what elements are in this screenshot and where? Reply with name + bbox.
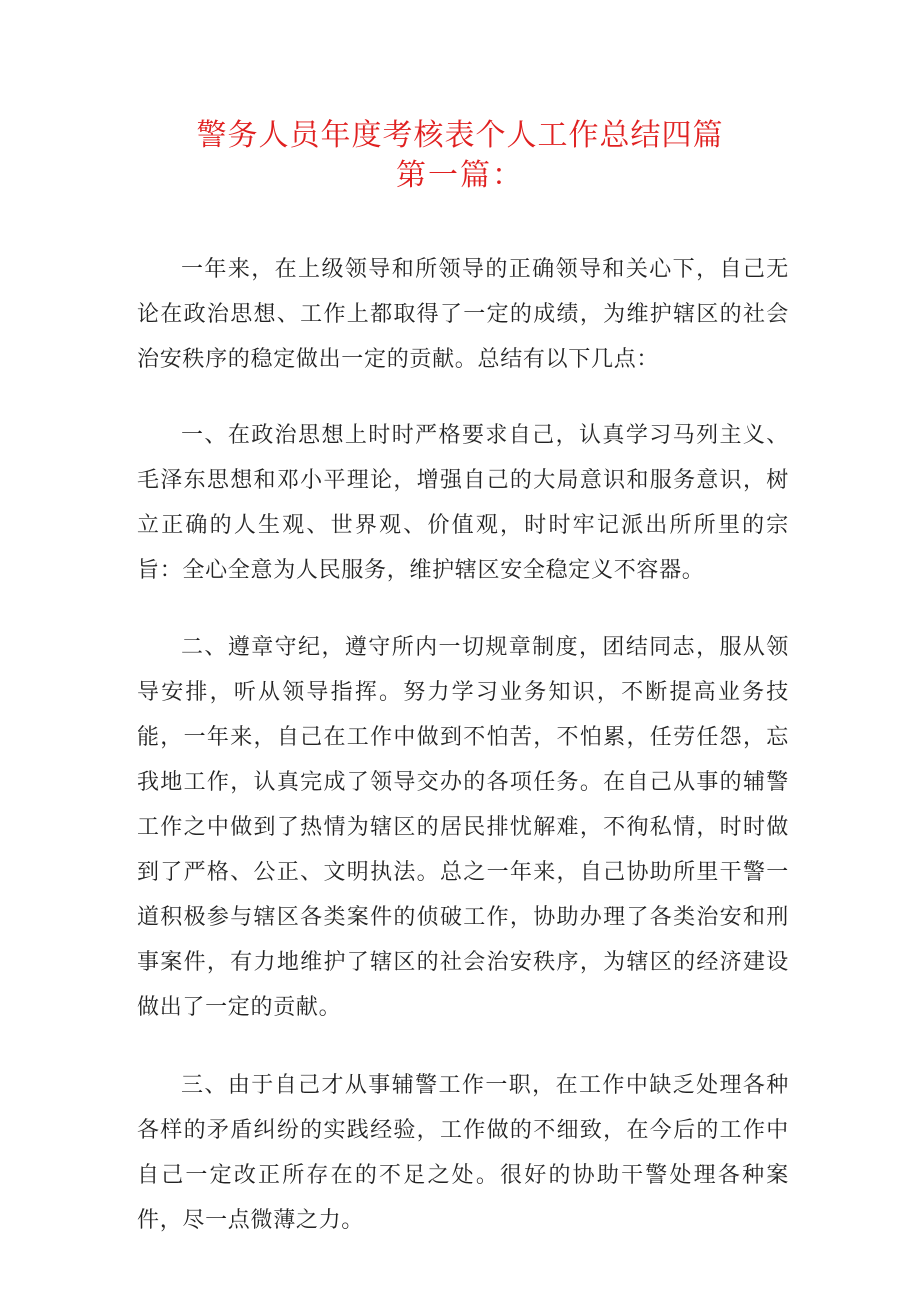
document-title: 警务人员年度考核表个人工作总结四篇: [196, 118, 724, 153]
document-body: [137, 247, 789, 1273]
section-heading: 第一篇：: [396, 158, 524, 193]
paragraph-point-1: 一、在政治思想上时时严格要求自己，认真学习马列主义、毛泽东思想和邓小平理论，增强自己的大局意识和服务意识，树立正确的人生观、世界观、价值观，时时牢记派出所所里的宗旨：全心全意为人民服务，维护辖区安全稳定义不容器。: [137, 423, 789, 583]
paragraph-point-3: 三、由于自己才从事辅警工作一职，在工作中缺乏处理各种各样的矛盾纠纷的实践经验，工作做的不细致，在今后的工作中自己一定改正所存在的不足之处。很好的协助干警处理各种案件，尽一点微薄之力。: [137, 1073, 789, 1233]
paragraph-intro: 一年来，在上级领导和所领导的正确领导和关心下，自己无论在政治思想、工作上都取得了一定的成绩，为维护辖区的社会治安秩序的稳定做出一定的贡献。总结有以下几点：: [137, 257, 789, 372]
paragraph-point-2: 二、遵章守纪，遵守所内一切规章制度，团结同志，服从领导安排，听从领导指挥。努力学习业务知识，不断提高业务技能，一年来，自己在工作中做到不怕苦，不怕累，任劳任怨，忘我地工作，认真完成了领导交办的各项任务。在自己从事的辅警工作之中做到了热情为辖区的居民排忧解难，不徇私情，时时做到了严格、公正、文明执法。总之一年来，自己协助所里干警一道积极参与辖区各类案件的侦破工作，协助办理了各类治安和刑事案件，有力地维护了辖区的社会治安秩序，为辖区的经济建设做出了一定的贡献。: [137, 635, 789, 1020]
